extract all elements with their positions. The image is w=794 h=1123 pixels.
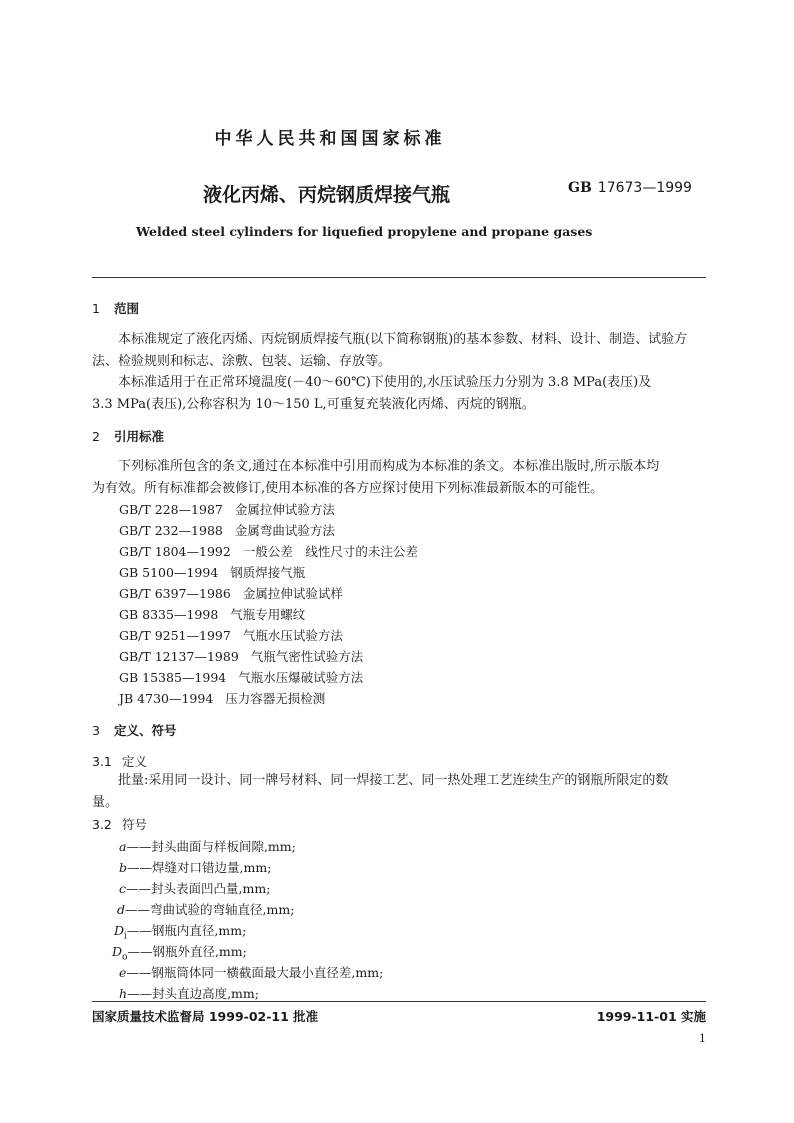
section-1-title: 范围 — [114, 301, 140, 316]
s1-p2-line1: 本标准适用于在正常环境温度(－40～60℃)下使用的,水压试验压力分别为 3.8 MPa(表压)及 — [118, 375, 652, 390]
s31-line1: 批量:采用同一设计、同一牌号材料、同一焊接工艺、同一热处理工艺连续生产的钢瓶所限定的数 — [118, 773, 669, 788]
english-title: Welded steel cylinders for liquefied propylene and propane gases — [136, 224, 593, 239]
section-3-heading — [92, 721, 177, 739]
section-1-number: 1 — [92, 301, 100, 316]
reference-item: GB/T 6397—1986 金属拉伸试验试样 — [119, 586, 343, 601]
s1-p2-line2: 3.3 MPa(表压),公称容积为 10～150 L,可重复充装液化丙烯、丙烷的钢瓶。 — [92, 396, 535, 412]
subsection-3-2-heading: 3.2 符号 — [92, 817, 148, 832]
page-number: 1 — [699, 1032, 706, 1045]
reference-item: GB/T 228—1987 金属拉伸试验方法 — [119, 502, 335, 517]
section-3-title: 定义、符号 — [114, 723, 177, 738]
reference-item: GB/T 9251—1997 气瓶水压试验方法 — [119, 628, 343, 643]
section-2-number: 2 — [92, 429, 100, 444]
s2-p-line1: 下列标准所包含的条文,通过在本标准中引用而构成为本标准的条文。本标准出版时,所示版本均 — [118, 459, 660, 474]
symbol-item: $D_i——$钢瓶内直径,mm; — [114, 923, 247, 942]
s31-line2: 量。 — [92, 794, 119, 810]
section-2-title: 引用标准 — [114, 429, 165, 444]
symbol-item: e——钢瓶筒体同一横截面最大最小直径差,mm; — [119, 965, 384, 980]
reference-item: GB 15385—1994 气瓶水压爆破试验方法 — [119, 670, 364, 685]
s1-p1-line2: 法、检验规则和标志、涂敷、包装、运输、存放等。 — [92, 353, 392, 369]
symbol-item: c——封头表面凹凸量,mm; — [119, 881, 271, 896]
reference-item: GB/T 232—1988 金属弯曲试验方法 — [119, 523, 335, 538]
approval-line: 国家质量技术监督局 1999-02-11 批准 — [92, 1009, 319, 1024]
s1-p1-line1: 本标准规定了液化丙烯、丙烷钢质焊接气瓶(以下简称钢瓶)的基本参数、材料、设计、制造、试验方 — [118, 332, 688, 347]
national-standard-heading: 中华人民共和国国家标准 — [214, 129, 446, 149]
section-2-paragraph — [92, 456, 706, 499]
standard-number — [568, 180, 692, 196]
symbol-item: b——焊缝对口错边量,mm; — [119, 860, 272, 875]
section-3-number: 3 — [92, 723, 100, 738]
header-divider — [92, 277, 706, 278]
reference-item: GB/T 12137—1989 气瓶气密性试验方法 — [119, 649, 364, 664]
reference-item: GB 5100—1994 钢质焊接气瓶 — [119, 565, 306, 580]
section-1-heading — [92, 299, 139, 317]
implementation-line: 1999-11-01 实施 — [596, 1009, 706, 1024]
reference-item: JB 4730—1994 压力容器无损检测 — [119, 691, 326, 706]
symbol-item: h——封头直边高度,mm; — [119, 986, 259, 1001]
section-2-heading — [92, 427, 164, 445]
definition-paragraph — [92, 770, 706, 813]
reference-item: GB/T 1804—1992 一般公差 线性尺寸的未注公差 — [119, 544, 418, 559]
standard-code: 17673—1999 — [597, 180, 692, 196]
symbol-item: a——封头曲面与样板间隙,mm; — [119, 839, 296, 854]
subsection-3-1-heading: 3.1 定义 — [92, 754, 148, 769]
footer-divider — [92, 1001, 706, 1002]
standard-prefix: GB — [568, 180, 592, 196]
symbol-item: $D_o——$钢瓶外直径,mm; — [112, 944, 247, 963]
symbol-item: d——弯曲试验的弯轴直径,mm; — [117, 902, 295, 917]
document-title: 液化丙烯、丙烷钢质焊接气瓶 — [203, 184, 451, 206]
reference-item: GB 8335—1998 气瓶专用螺纹 — [119, 607, 306, 622]
section-1-paragraph-1 — [92, 329, 706, 415]
s2-p-line2: 为有效。所有标准都会被修订,使用本标准的各方应探讨使用下列标准最新版本的可能性。 — [92, 480, 604, 496]
